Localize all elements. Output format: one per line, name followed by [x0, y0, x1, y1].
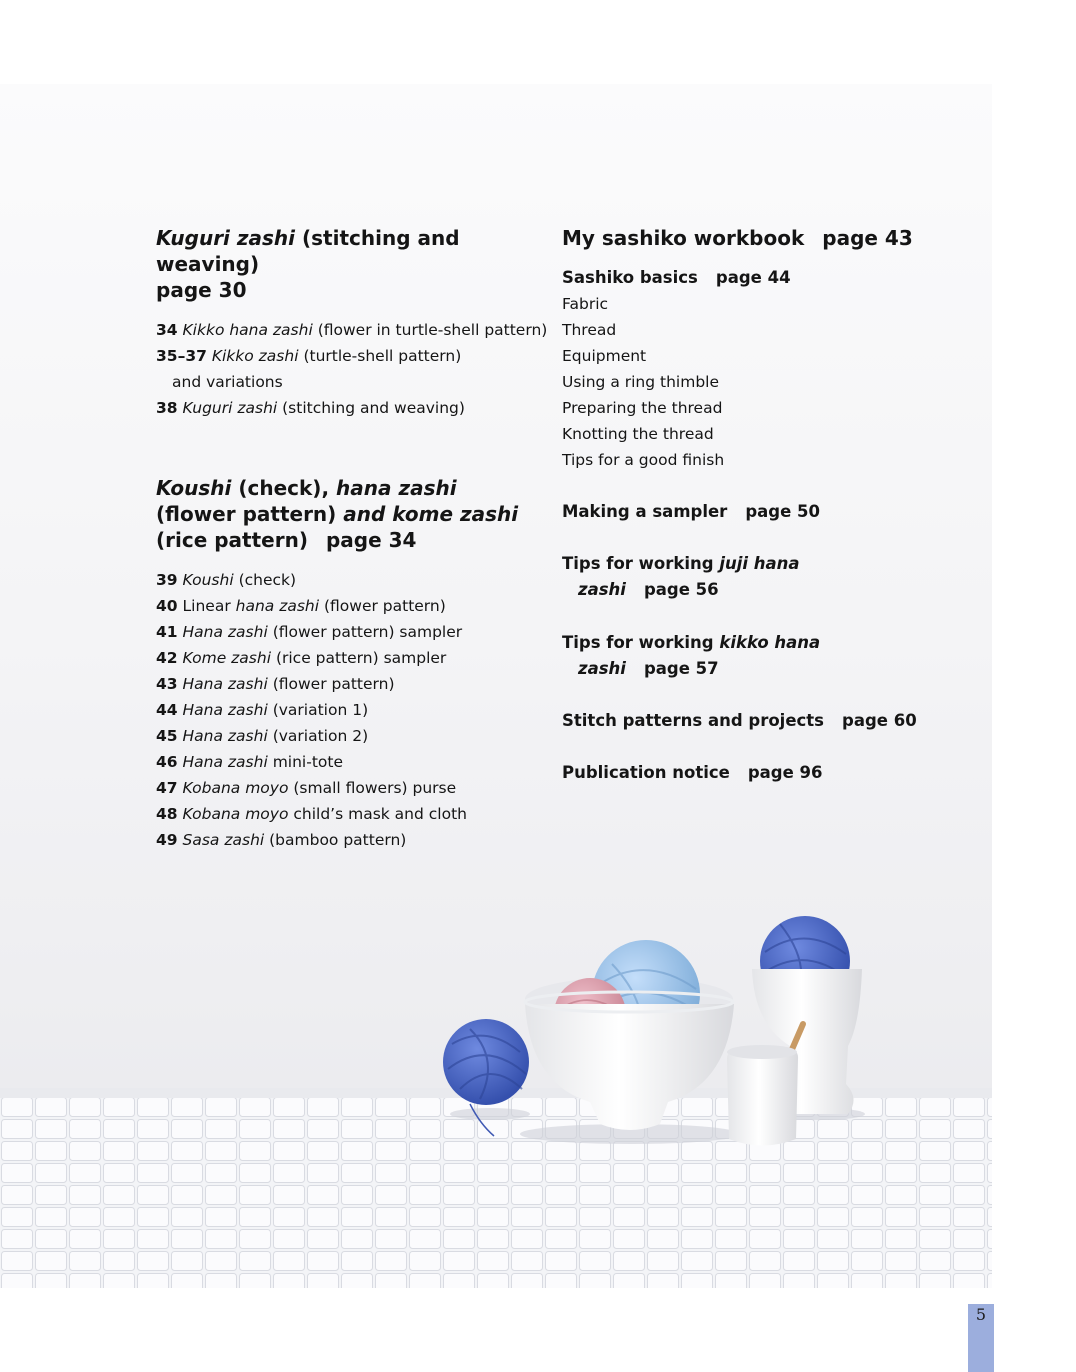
section-heading-workbook: My sashiko workbook page 43	[562, 226, 913, 250]
list-item: 48 Kobana moyo child’s mask and cloth	[156, 805, 467, 823]
list-item: 34 Kikko hana zashi (flower in turtle-shell pattern)	[156, 321, 548, 339]
list-item: 43 Hana zashi (flower pattern)	[156, 675, 395, 693]
subheading-stitch-patterns: Stitch patterns and projects page 60	[562, 711, 917, 730]
list-item: Fabric	[562, 295, 609, 313]
list-item: 45 Hana zashi (variation 2)	[156, 727, 369, 745]
list-item: 40 Linear hana zashi (flower pattern)	[156, 597, 446, 615]
page-number: 5	[975, 1305, 987, 1324]
heading-rest: (stitching and weaving)	[156, 226, 460, 276]
section-heading-kuguri	[156, 225, 556, 303]
list-item: 39 Koushi (check)	[156, 571, 297, 589]
list-item: Thread	[562, 321, 617, 339]
heading-italic: Kuguri zashi	[156, 226, 296, 250]
subheading-juji: Tips for working juji hana zashi page 56	[562, 554, 800, 599]
list-item: 42 Kome zashi (rice pattern) sampler	[156, 649, 447, 667]
toc-right-column	[562, 225, 942, 786]
list-item: 49 Sasa zashi (bamboo pattern)	[156, 831, 407, 849]
list-item: Knotting the thread	[562, 425, 714, 443]
list-item: 44 Hana zashi (variation 1)	[156, 701, 369, 719]
subheading-sampler: Making a sampler page 50	[562, 502, 820, 521]
list-item: Preparing the thread	[562, 399, 723, 417]
list-item: Tips for a good finish	[562, 451, 725, 469]
subheading-kikko: Tips for working kikko hana zashi page 57	[562, 633, 821, 678]
subheading-publication: Publication notice page 96	[562, 763, 823, 782]
heading-page: page 30	[156, 278, 247, 302]
section-heading-koushi: Koushi (check), hana zashi (flower pattern) and kome zashi (rice pattern) page 34	[156, 476, 519, 552]
list-item: 35–37 Kikko zashi (turtle-shell pattern)	[156, 347, 462, 365]
toc-left-column	[156, 225, 556, 853]
list-item: 47 Kobana moyo (small flowers) purse	[156, 779, 457, 797]
list-item: Equipment	[562, 347, 647, 365]
list-item: Using a ring thimble	[562, 373, 719, 391]
tile-floor	[0, 1094, 992, 1288]
list-item: 38 Kuguri zashi (stitching and weaving)	[156, 399, 465, 417]
list-item-continuation: and variations	[172, 373, 283, 391]
list-item: 41 Hana zashi (flower pattern) sampler	[156, 623, 463, 641]
list-item: 46 Hana zashi mini-tote	[156, 753, 343, 771]
heading-page: page 34	[325, 528, 417, 552]
subheading-basics: Sashiko basics page 44	[562, 268, 791, 287]
page-number-tab	[968, 1304, 994, 1372]
